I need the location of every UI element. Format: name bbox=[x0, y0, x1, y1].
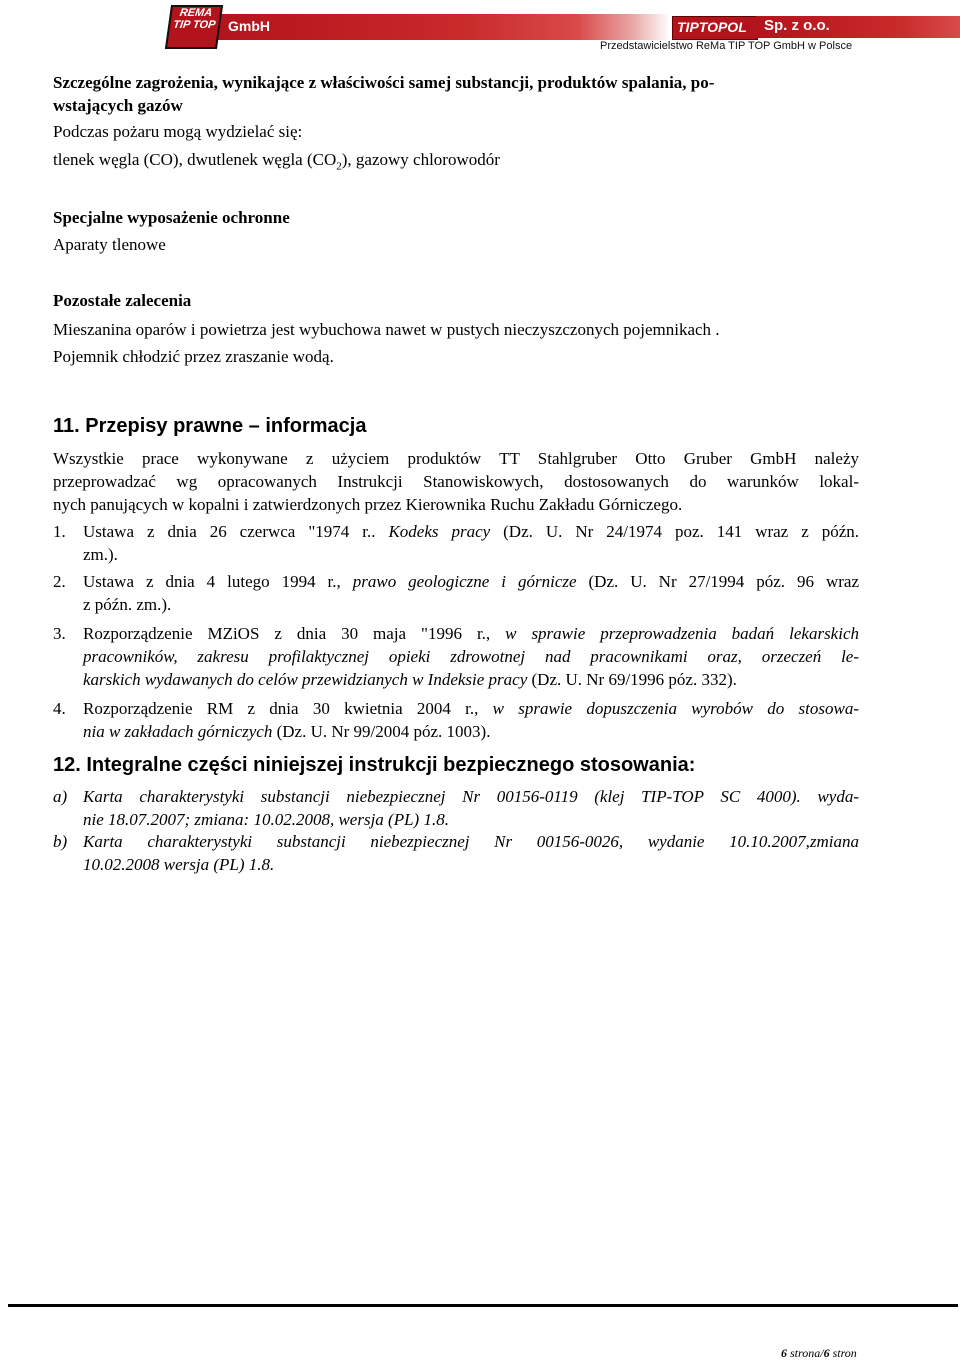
law-item-text: (Dz. U. Nr 27/1994 póz. 96 wraz bbox=[576, 572, 860, 591]
tiptopol-logo-text: TIPTOPOL bbox=[677, 19, 747, 35]
attachment-b bbox=[83, 830, 859, 876]
other-line2: Pojemnik chłodzić przez zraszanie wodą. bbox=[53, 347, 334, 366]
section-11-intro bbox=[53, 447, 859, 516]
page-current: 6 bbox=[781, 1346, 787, 1360]
law-item-2-line2: z późn. zm.). bbox=[83, 595, 172, 614]
law-item-3-line1 bbox=[83, 622, 859, 645]
law-item-italic: w sprawie przeprowadzenia badań lekarskich bbox=[505, 624, 859, 643]
equipment-heading: Specjalne wyposażenie ochronne bbox=[53, 208, 290, 227]
attachment-b-line2: 10.02.2008 wersja (PL) 1.8. bbox=[83, 855, 275, 874]
law-item-1-line2: zm.). bbox=[83, 545, 118, 564]
law-item-text: Ustawa z dnia 26 czerwca "1974 r.. bbox=[83, 522, 389, 541]
law-item-number: 4. bbox=[53, 699, 66, 718]
law-item-3 bbox=[83, 622, 859, 691]
header-band-left bbox=[210, 14, 670, 40]
law-item-italic: nia w zakładach górniczych bbox=[83, 722, 273, 741]
hazards-heading-line2: wstających gazów bbox=[53, 96, 183, 115]
law-item-italic: karskich wydawanych do celów przewidzianych w Indeksie pracy bbox=[83, 670, 528, 689]
rema-tip-top-logo bbox=[165, 5, 223, 49]
hazards-line2 bbox=[53, 148, 500, 178]
hazards-heading-line1: Szczególne zagrożenia, wynikające z właściwości samej substancji, produktów spalania, po- bbox=[53, 73, 715, 92]
law-item-4 bbox=[83, 697, 859, 743]
law-item-1 bbox=[83, 520, 859, 566]
page-number bbox=[781, 1346, 857, 1361]
law-item-text: Ustawa z dnia 4 lutego 1994 r., bbox=[83, 572, 353, 591]
page-header bbox=[0, 0, 960, 50]
law-item-italic: w sprawie dopuszczenia wyrobów do stosowa- bbox=[492, 699, 859, 718]
law-item-text: (Dz. U. Nr 69/1996 póz. 332). bbox=[527, 670, 737, 689]
attachment-a-line1: Karta charakterystyki substancji niebezpiecznej Nr 00156-0119 (klej TIP-TOP SC 4000). wyda- bbox=[83, 787, 859, 806]
hazards-line2-sub: 2 bbox=[336, 160, 342, 173]
footer-rule bbox=[8, 1304, 958, 1307]
law-item-text: (Dz. U. Nr 24/1974 poz. 141 wraz z późn. bbox=[490, 522, 860, 541]
law-item-number: 2. bbox=[53, 572, 66, 591]
law-item-number: 1. bbox=[53, 522, 66, 541]
law-item-4-line1 bbox=[83, 697, 859, 720]
law-item-text: Rozporządzenie MZiOS z dnia 30 maja "1996 r., bbox=[83, 624, 506, 643]
law-item-text: (Dz. U. Nr 99/2004 póz. 1003). bbox=[272, 722, 491, 741]
law-item-italic: prawo geologiczne i górnicze bbox=[352, 572, 577, 591]
page-total: 6 bbox=[823, 1346, 830, 1360]
attachment-label-text: b) bbox=[53, 832, 68, 851]
section-12-title: 12. Integralne części niniejszej instrukcji bezpiecznego stosowania: bbox=[53, 754, 696, 776]
page-word: strona/ bbox=[787, 1346, 824, 1360]
header-band-right bbox=[756, 16, 960, 38]
section-11-intro-line: przeprowadzać wg opracowanych Instrukcji Stanowiskowych, dostosowanych do warunków lokal- bbox=[53, 472, 859, 491]
law-item-number: 3. bbox=[53, 624, 66, 643]
law-item-2-line1 bbox=[83, 570, 859, 593]
rema-tip-top-logo-text: REMA TIP TOP bbox=[172, 7, 217, 31]
attachment-a bbox=[83, 785, 859, 831]
hazards-line2-b: ), gazowy chlorowodór bbox=[341, 150, 500, 169]
law-item-4-line2 bbox=[83, 720, 859, 743]
section-11-intro-line: nych panujących w kopalni i zatwierdzonych przez Kierownika Ruchu Zakładu Górniczego. bbox=[53, 495, 683, 514]
law-item-3-line3 bbox=[83, 668, 859, 691]
header-subline: Przedstawicielstwo ReMa TIP TOP GmbH w Polsce bbox=[600, 40, 853, 52]
law-item-text: Rozporządzenie RM z dnia 30 kwietnia 2004 r., bbox=[83, 699, 493, 718]
attachment-label bbox=[53, 785, 67, 808]
section-11-intro-line: Wszystkie prace wykonywane z użyciem produktów TT Stahlgruber Otto Gruber GmbH należy bbox=[53, 449, 859, 468]
equipment-text: Aparaty tlenowe bbox=[53, 235, 166, 254]
law-item-1-line1 bbox=[83, 520, 859, 543]
pages-word: stron bbox=[829, 1346, 857, 1360]
law-item-2 bbox=[83, 570, 859, 616]
law-item-italic: Kodeks pracy bbox=[388, 522, 491, 541]
other-line1: Mieszanina oparów i powietrza jest wybuchowa nawet w pustych nieczyszczonych pojemnikach . bbox=[53, 320, 720, 339]
hazards-line2-a: tlenek węgla (CO), dwutlenek węgla (CO bbox=[53, 150, 337, 169]
tiptopol-logo bbox=[672, 16, 758, 40]
hazards-line1: Podczas pożaru mogą wydzielać się: bbox=[53, 122, 303, 141]
section-11-title: 11. Przepisy prawne – informacja bbox=[53, 415, 367, 437]
header-gmbh-text: GmbH bbox=[228, 18, 270, 34]
other-heading: Pozostałe zalecenia bbox=[53, 291, 192, 310]
header-spzoo-text: Sp. z o.o. bbox=[764, 17, 830, 34]
attachment-label bbox=[53, 830, 67, 853]
attachment-a-line2: nie 18.07.2007; zmiana: 10.02.2008, wersja (PL) 1.8. bbox=[83, 810, 449, 829]
attachment-label-text: a) bbox=[53, 787, 68, 806]
law-item-3-line2: pracowników, zakresu profilaktycznej opieki zdrowotnej nad pracownikami oraz, orzeczeń le- bbox=[83, 647, 859, 666]
attachment-b-line1: Karta charakterystyki substancji niebezpiecznej Nr 00156-0026, wydanie 10.10.2007,zmiana bbox=[83, 832, 859, 851]
